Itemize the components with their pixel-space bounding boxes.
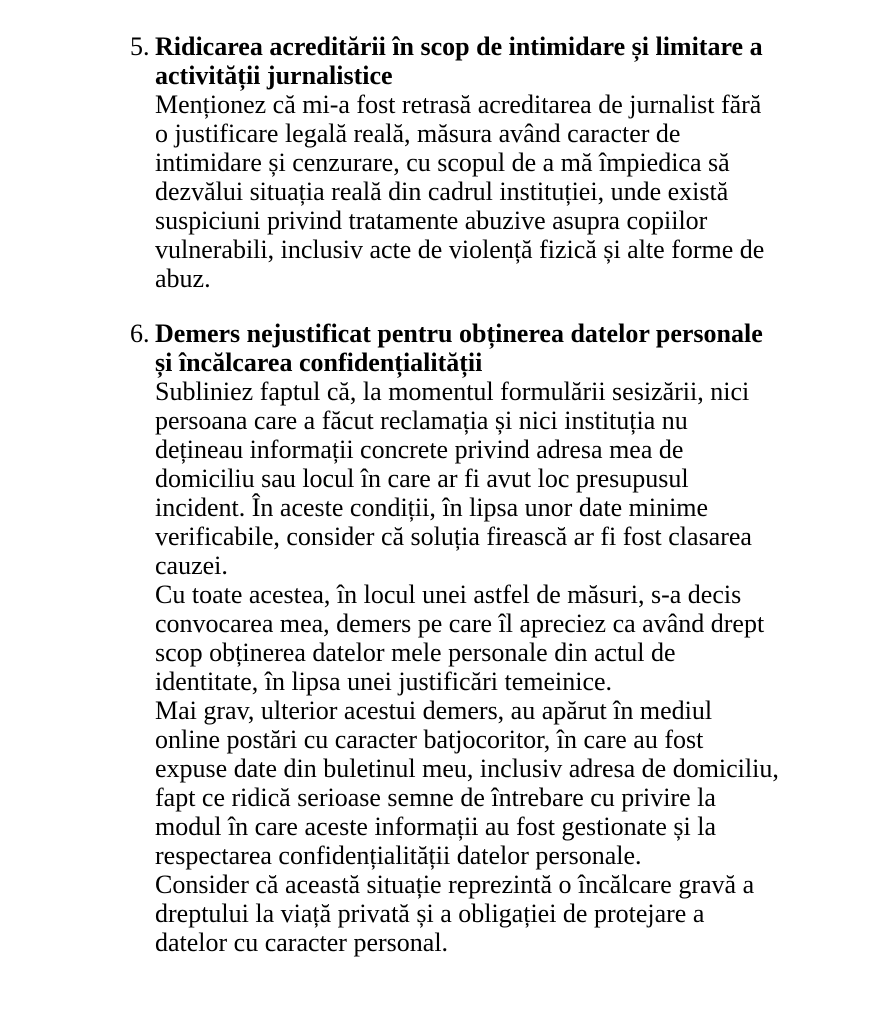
text-line: modul în care aceste informații au fost gestionate și la xyxy=(155,812,716,841)
item-number: 5. xyxy=(130,32,150,61)
list-item-5 xyxy=(130,32,857,293)
item-number: 6. xyxy=(130,319,150,348)
paragraph xyxy=(155,90,857,293)
item-content xyxy=(155,319,857,957)
text-line: scop obținerea datelor mele personale din actul de xyxy=(155,638,676,667)
text-line: o justificare legală reală, măsura având caracter de xyxy=(155,119,681,148)
text-line: dețineau informații concrete privind adresa mea de xyxy=(155,435,684,464)
item-heading xyxy=(155,319,857,377)
text-line: online postări cu caracter batjocoritor, în care au fost xyxy=(155,725,704,754)
item-heading xyxy=(155,32,857,90)
paragraph xyxy=(155,377,857,580)
heading-line: activității jurnalistice xyxy=(155,61,393,90)
paragraph xyxy=(155,870,857,957)
heading-line: Ridicarea acreditării în scop de intimidare și limitare a xyxy=(155,32,763,61)
paragraph xyxy=(155,580,857,696)
text-line: dezvălui situația reală din cadrul instituției, unde există xyxy=(155,177,729,206)
text-line: expuse date din buletinul meu, inclusiv adresa de domiciliu, xyxy=(155,754,779,783)
text-line: cauzei. xyxy=(155,551,228,580)
text-line: Menționez că mi-a fost retrasă acreditarea de jurnalist fără xyxy=(155,90,762,119)
item-content xyxy=(155,32,857,293)
text-line: Consider că această situație reprezintă o încălcare gravă a xyxy=(155,870,755,899)
heading-line: și încălcarea confidențialității xyxy=(155,348,483,377)
text-line: fapt ce ridică serioase semne de întrebare cu privire la xyxy=(155,783,716,812)
text-line: dreptului la viață privată și a obligației de protejare a xyxy=(155,899,705,928)
text-line: convocarea mea, demers pe care îl apreciez ca având drept xyxy=(155,609,765,638)
text-line: datelor cu caracter personal. xyxy=(155,928,449,957)
text-line: intimidare și cenzurare, cu scopul de a mă împiedica să xyxy=(155,148,730,177)
text-line: abuz. xyxy=(155,264,211,293)
text-line: persoana care a făcut reclamația și nici instituția nu xyxy=(155,406,688,435)
text-line: verificabile, consider că soluția firească ar fi fost clasarea xyxy=(155,522,752,551)
text-line: Cu toate acestea, în locul unei astfel de măsuri, s-a decis xyxy=(155,580,742,609)
text-line: Mai grav, ulterior acestui demers, au apărut în mediul xyxy=(155,696,713,725)
text-line: domiciliu sau locul în care ar fi avut loc presupusul xyxy=(155,464,689,493)
text-line: suspiciuni privind tratamente abuzive asupra copiilor xyxy=(155,206,708,235)
heading-line: Demers nejustificat pentru obținerea datelor personale xyxy=(155,319,763,348)
list-item-6 xyxy=(130,319,857,957)
text-line: respectarea confidențialității datelor personale. xyxy=(155,841,642,870)
text-line: Subliniez faptul că, la momentul formulării sesizării, nici xyxy=(155,377,750,406)
text-line: incident. În aceste condiții, în lipsa unor date minime xyxy=(155,493,709,522)
paragraph xyxy=(155,696,857,870)
text-line: identitate, în lipsa unei justificări temeinice. xyxy=(155,667,613,696)
text-line: vulnerabili, inclusiv acte de violență fizică și alte forme de xyxy=(155,235,765,264)
